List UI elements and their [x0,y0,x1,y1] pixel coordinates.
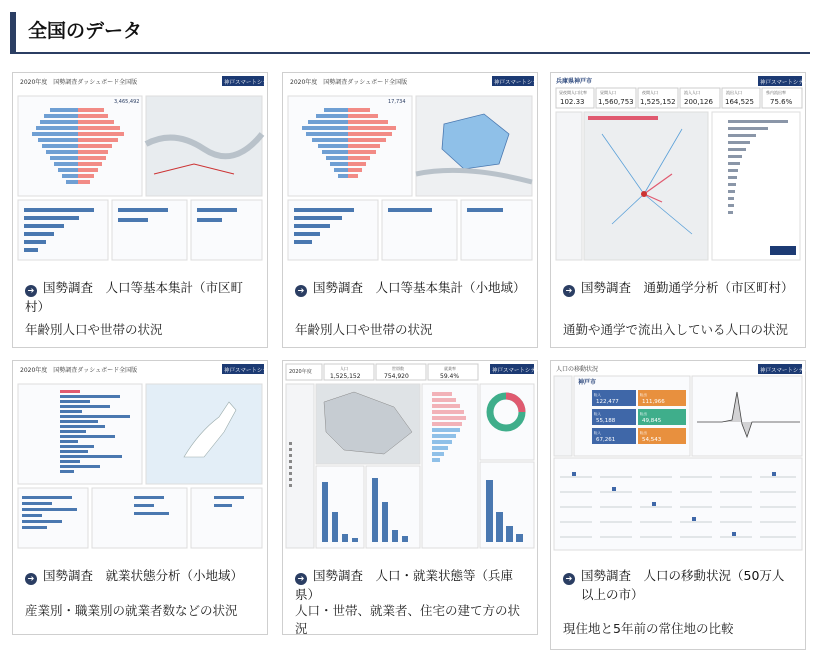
svg-text:75.6%: 75.6% [770,98,793,106]
thumb-badge: 神戸スマートシティ [760,368,809,374]
arrow-right-icon: ➔ [295,285,307,297]
page-heading [10,12,810,54]
thumb-badge: 神戸スマートシティ [224,80,273,86]
thumbnail-image[interactable] [14,362,273,552]
thumb-title: 人口の移動状況 [556,366,599,373]
card-title[interactable]: ➔ 国勢調査 人口の移動状況（50万人以上の市） [563,566,795,604]
svg-text:人口: 人口 [340,366,348,371]
svg-text:昼間人口: 昼間人口 [600,90,616,95]
thumb-badge: 神戸スマートシティ [492,368,541,374]
arrow-right-icon: ➔ [295,573,307,585]
svg-text:昼夜間人口比率: 昼夜間人口比率 [559,90,587,95]
card-title[interactable]: ➔ 国勢調査 人口等基本集計（市区町村） [25,280,244,314]
svg-text:54,543: 54,543 [642,437,662,443]
svg-text:流入人口: 流入人口 [684,90,700,95]
page-title: 全国のデータ [28,20,143,42]
arrow-right-icon: ➔ [25,285,37,297]
thumb-badge: 神戸スマートシティ [224,368,273,374]
svg-text:転出: 転出 [640,393,647,397]
thumb-figure: 17,734 [388,99,406,105]
thumb-badge: 神戸スマートシティ [760,80,809,86]
card-hyogo-population-employment[interactable] [282,360,541,636]
svg-text:1,525,152: 1,525,152 [640,98,676,106]
arrow-right-icon: ➔ [563,573,575,585]
svg-text:111,966: 111,966 [642,399,665,405]
svg-text:転出: 転出 [640,412,647,416]
card-description: 通勤や通学で流出入している人口の状況 [563,322,789,337]
thumb-figure: 3,465,492 [114,99,140,105]
svg-text:200,126: 200,126 [684,98,713,106]
card-description: 人口・世帯、就業者、住宅の建て方の状況 [295,603,521,636]
svg-text:転入: 転入 [594,431,601,435]
thumb-city: 神戸市 [578,379,597,386]
card-title[interactable]: ➔ 国勢調査 人口等基本集計（小地域） [295,278,527,297]
svg-text:122,477: 122,477 [596,399,619,405]
thumbnail-image[interactable] [552,362,809,552]
card-census-basic-small-area[interactable] [282,72,543,348]
svg-text:67,261: 67,261 [596,437,616,443]
svg-text:754,920: 754,920 [384,373,409,380]
svg-text:1,560,753: 1,560,753 [598,98,634,106]
card-description: 現住地と5年前の常住地の比較 [563,621,734,636]
thumb-badge: 神戸スマートシティ [494,80,543,86]
svg-text:転入: 転入 [594,393,601,397]
card-census-basic-municipality[interactable] [12,72,273,348]
svg-text:夜間人口: 夜間人口 [642,90,658,95]
card-employment-small-area[interactable] [12,360,273,635]
card-description: 年齢別人口や世帯の状況 [295,322,433,337]
svg-text:県内流出率: 県内流出率 [766,90,786,95]
card-description: 産業別・職業別の就業者数などの状況 [25,603,238,618]
thumb-title: 2020年度 国勢調査ダッシュボード全国版 [20,367,138,374]
card-population-migration[interactable] [550,360,809,650]
thumb-title: 2020年度 [289,369,312,375]
thumbnail-image[interactable] [552,74,809,264]
svg-text:59.4%: 59.4% [440,373,460,380]
card-description: 年齢別人口や世帯の状況 [25,322,163,337]
svg-text:就業率: 就業率 [444,366,456,371]
svg-text:164,525: 164,525 [725,98,754,106]
card-title[interactable]: ➔ 国勢調査 通勤通学分析（市区町村） [563,278,795,297]
thumb-title: 2020年度 国勢調査ダッシュボード全国版 [290,79,408,86]
card-title[interactable]: ➔ 国勢調査 就業状態分析（小地域） [25,566,257,585]
arrow-right-icon: ➔ [25,573,37,585]
svg-text:流出人口: 流出人口 [726,90,742,95]
thumb-title: 2020年度 国勢調査ダッシュボード全国版 [20,79,138,86]
svg-text:1,525,152: 1,525,152 [330,373,361,380]
svg-text:転出: 転出 [640,431,647,435]
arrow-right-icon: ➔ [563,285,575,297]
thumbnail-image[interactable] [284,74,543,264]
svg-text:55,188: 55,188 [596,418,616,424]
svg-text:102.33: 102.33 [560,98,585,106]
thumbnail-image[interactable] [14,74,273,264]
svg-text:49,845: 49,845 [642,418,662,424]
thumbnail-image[interactable] [284,362,541,552]
card-title[interactable]: ➔ 国勢調査 人口・就業状態等（兵庫県） [295,568,514,602]
thumb-title: 兵庫県神戸市 [556,78,593,85]
card-commute-analysis[interactable] [550,72,809,348]
svg-text:世帯数: 世帯数 [392,366,404,371]
svg-text:転入: 転入 [594,412,601,416]
